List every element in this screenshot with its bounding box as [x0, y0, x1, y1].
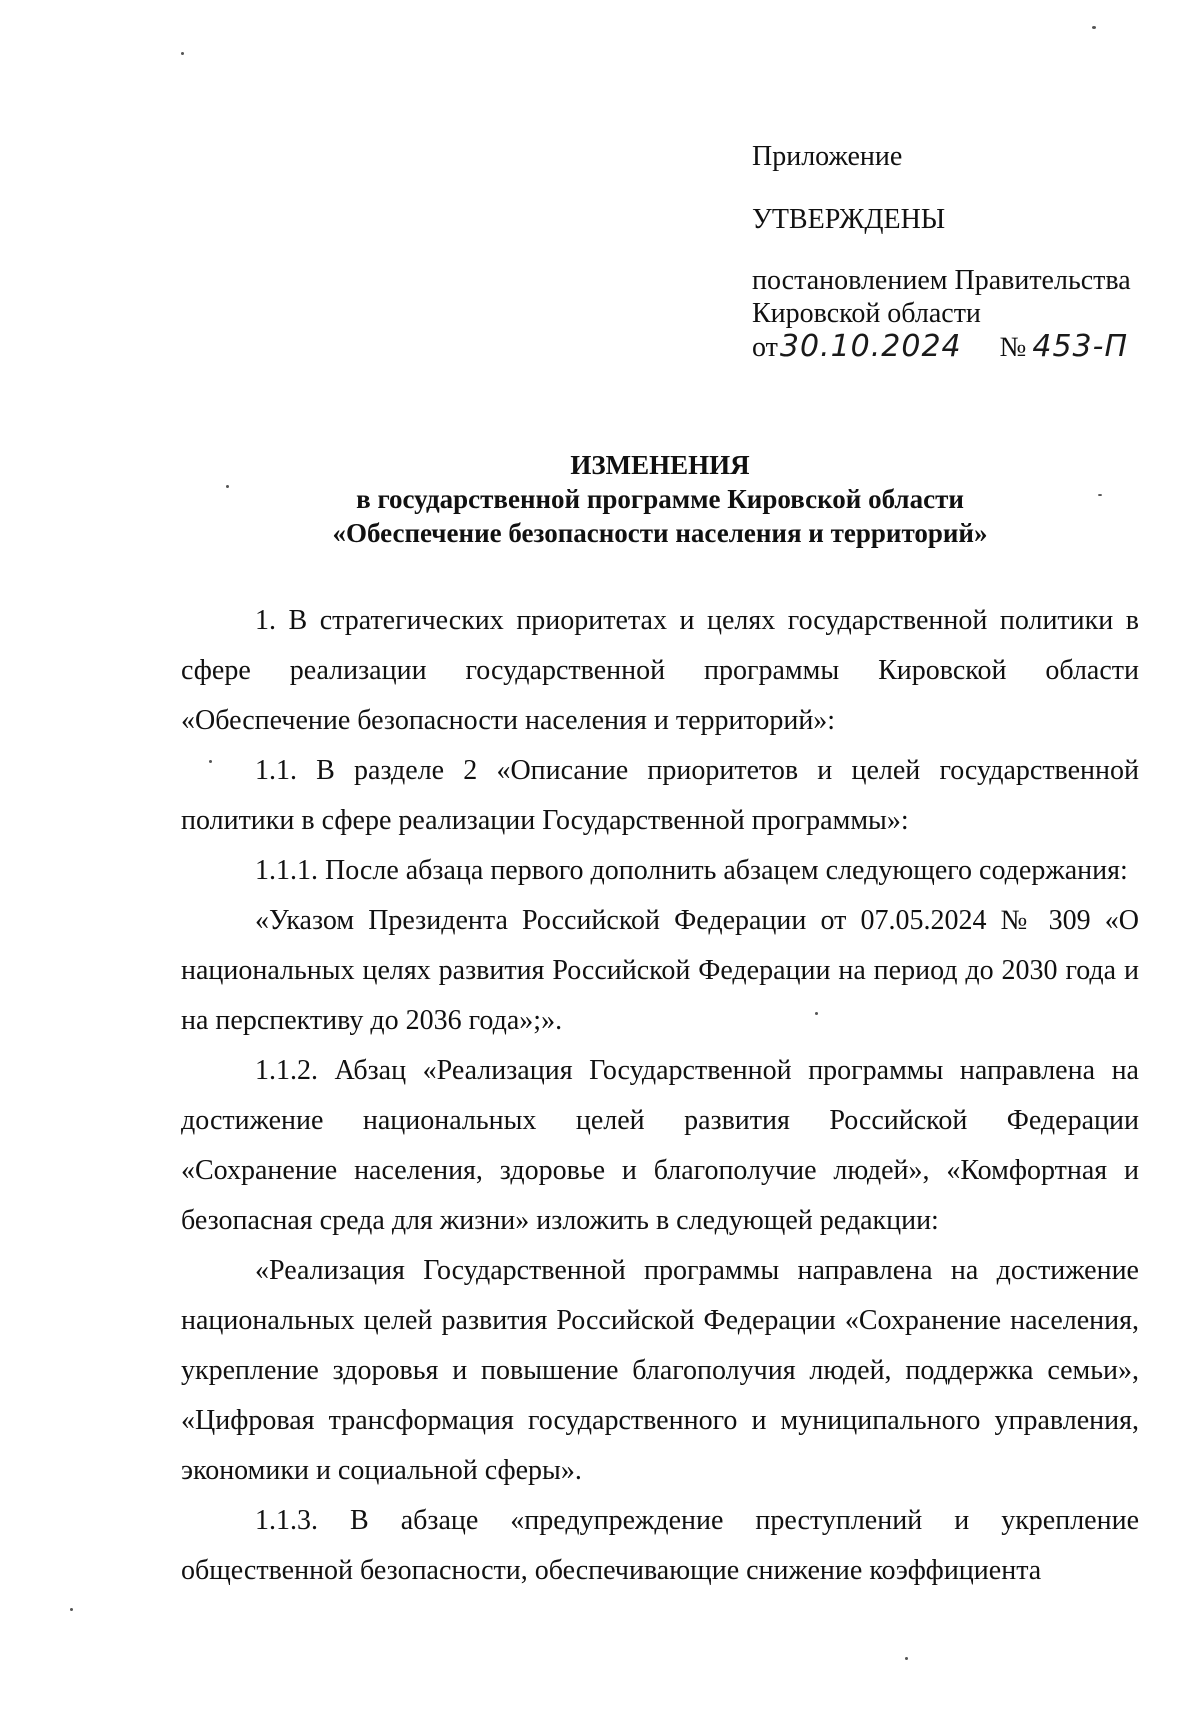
paragraph-1: 1. В стратегических приоритетах и целях государственной политики в сфере реализации государственной программы Кировской области «Обеспечение безопасности населения и территорий»:	[181, 605, 1139, 736]
scan-speck	[70, 1608, 73, 1611]
title-heading: ИЗМЕНЕНИЯ	[570, 450, 750, 480]
paragraph-quote-decree: «Указом Президента Российской Федерации от 07.05.2024 № 309 «О национальных целях развития Российской Федерации на период до 2030 года и на перспективу до 2036 года»;».	[181, 905, 1139, 1036]
title-line3: «Обеспечение безопасности населения и территорий»	[332, 518, 988, 548]
scan-speck	[815, 1012, 818, 1015]
scan-speck	[209, 760, 212, 763]
paragraph-1-1: 1.1. В разделе 2 «Описание приоритетов и целей государственной политики в сфере реализации Государственной программы»:	[181, 755, 1139, 836]
paragraph-1-1-3: 1.1.3. В абзаце «предупреждение преступлений и укрепление общественной безопасности, обеспечивающие снижение коэффициента	[181, 1505, 1139, 1586]
document-title	[180, 448, 1140, 550]
document-body	[181, 596, 1139, 1596]
approval-date-number	[752, 330, 1172, 364]
scan-speck	[1098, 494, 1102, 496]
paragraph-1-1-2: 1.1.2. Абзац «Реализация Государственной программы направлена на достижение национальных целей развития Российской Федерации «Сохранение населения, здоровье и благополучие людей», «Комфортная и безопасная среда для жизни» изложить в следующей редакции:	[181, 1055, 1139, 1236]
appendix-label: Приложение	[752, 141, 903, 172]
approval-authority-line1: постановлением Правительства	[752, 265, 1131, 296]
paragraph-quote-new-wording: «Реализация Государственной программы направлена на достижение национальных целей развития Российской Федерации «Сохранение населения, укрепление здоровья и повышение благополучия людей, поддержка семьи», «Цифровая трансформация государственного и муниципального управления, экономики и социальной сферы».	[181, 1255, 1139, 1486]
paragraph-1-1-1: 1.1.1. После абзаца первого дополнить абзацем следующего содержания:	[255, 855, 1128, 886]
from-prefix: от	[752, 332, 778, 363]
scan-speck	[905, 1657, 908, 1660]
scan-speck	[181, 52, 184, 55]
approval-authority-line2: Кировской области	[752, 298, 981, 329]
title-line2: в государственной программе Кировской области	[356, 484, 964, 514]
scan-speck	[1092, 26, 1096, 29]
approval-block	[752, 140, 1172, 364]
number-prefix: №	[999, 332, 1027, 363]
handwritten-date: 30.10.2024	[779, 329, 962, 364]
approved-label: УТВЕРЖДЕНЫ	[752, 204, 946, 235]
handwritten-number: 453-П	[1032, 329, 1129, 364]
scan-speck	[226, 485, 229, 488]
